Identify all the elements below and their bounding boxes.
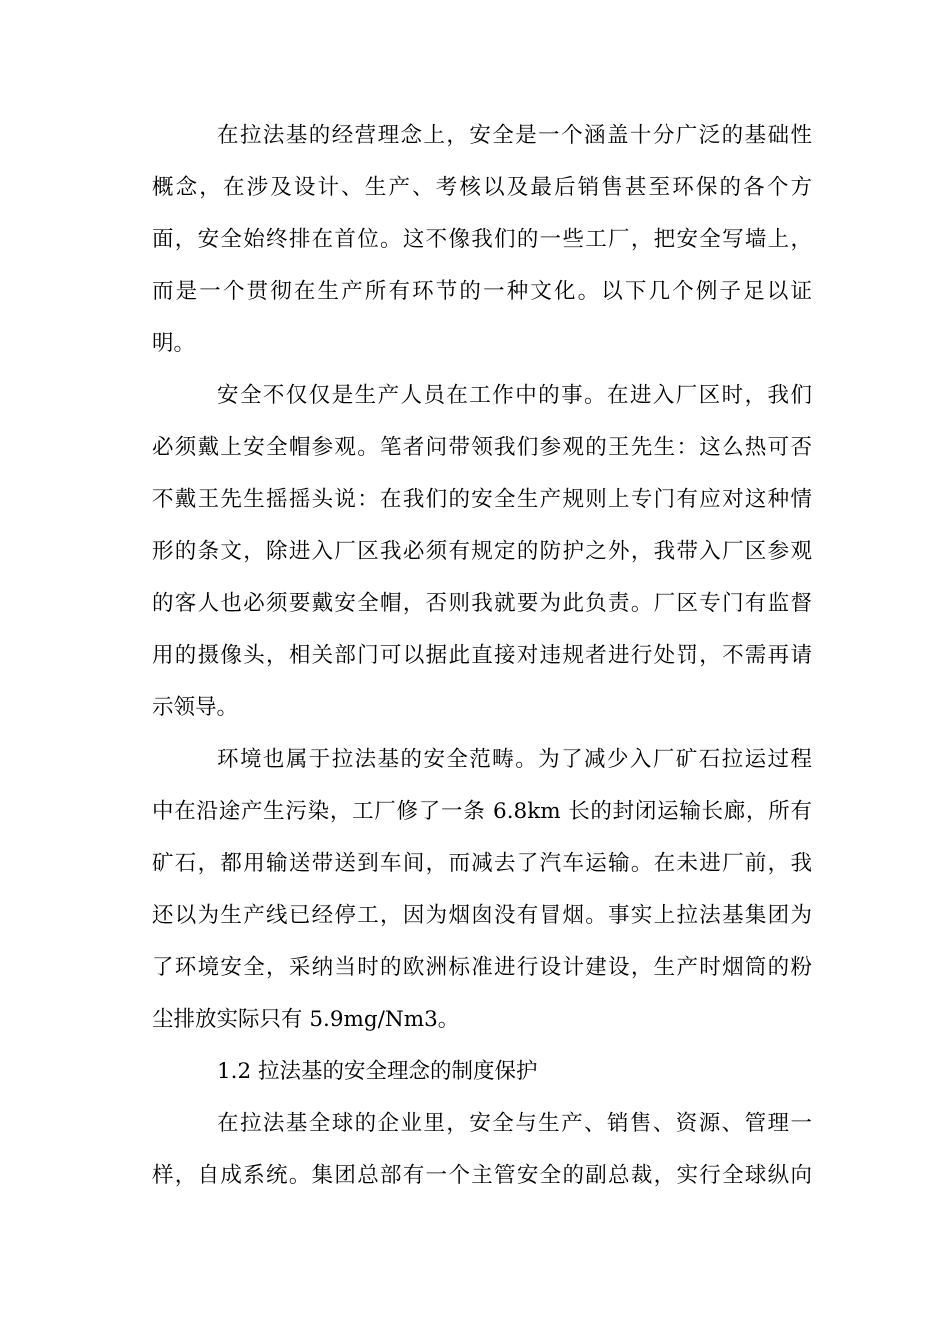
paragraph-1-line-4: 而是一个贯彻在生产所有环节的一种文化。以下几个例子足以证: [152, 279, 812, 304]
paragraph-2-line-7: 示领导。: [152, 695, 239, 720]
paragraph-2-line-5: 的客人也必须要戴安全帽，否则我就要为此负责。厂区专门有监督: [152, 591, 812, 616]
paragraph-2-line-2: 必须戴上安全帽参观。笔者问带领我们参观的王先生：这么热可否: [152, 435, 812, 460]
paragraph-3-line-1: 环境也属于拉法基的安全范畴。为了减少入厂矿石拉运过程: [217, 747, 812, 772]
paragraph-1-line-1: 在拉法基的经营理念上，安全是一个涵盖十分广泛的基础性: [217, 123, 812, 148]
paragraph-3-line-5: 了环境安全，采纳当时的欧洲标准进行设计建设，生产时烟筒的粉: [152, 955, 812, 980]
paragraph-3-line-6: 尘排放实际只有 5.9mg/Nm3。: [152, 1007, 460, 1032]
paragraph-3-line-3: 矿石，都用输送带送到车间，而减去了汽车运输。在未进厂前，我: [152, 851, 812, 876]
paragraph-3-line-4: 还以为生产线已经停工，因为烟囱没有冒烟。事实上拉法基集团为: [152, 903, 812, 928]
paragraph-2-line-1: 安全不仅仅是生产人员在工作中的事。在进入厂区时，我们: [217, 383, 812, 408]
paragraph-4-line-2: 样，自成系统。集团总部有一个主管安全的副总裁，实行全球纵向: [152, 1163, 812, 1188]
paragraph-3-line-2: 中在沿途产生污染，工厂修了一条 6.8km 长的封闭运输长廊，所有: [152, 799, 812, 824]
paragraph-1-line-3: 面，安全始终排在首位。这不像我们的一些工厂，把安全写墙上，: [152, 227, 812, 252]
paragraph-2-line-3: 不戴王先生摇摇头说：在我们的安全生产规则上专门有应对这种情: [152, 487, 812, 512]
paragraph-1-line-2: 概念，在涉及设计、生产、考核以及最后销售甚至环保的各个方: [152, 175, 812, 200]
paragraph-1-line-5: 明。: [152, 331, 196, 356]
section-heading: 1.2 拉法基的安全理念的制度保护: [217, 1059, 538, 1084]
paragraph-2-line-6: 用的摄像头，相关部门可以据此直接对违规者进行处罚，不需再请: [152, 643, 812, 668]
paragraph-2-line-4: 形的条文，除进入厂区我必须有规定的防护之外，我带入厂区参观: [152, 539, 812, 564]
paragraph-4-line-1: 在拉法基全球的企业里，安全与生产、销售、资源、管理一: [217, 1111, 812, 1136]
